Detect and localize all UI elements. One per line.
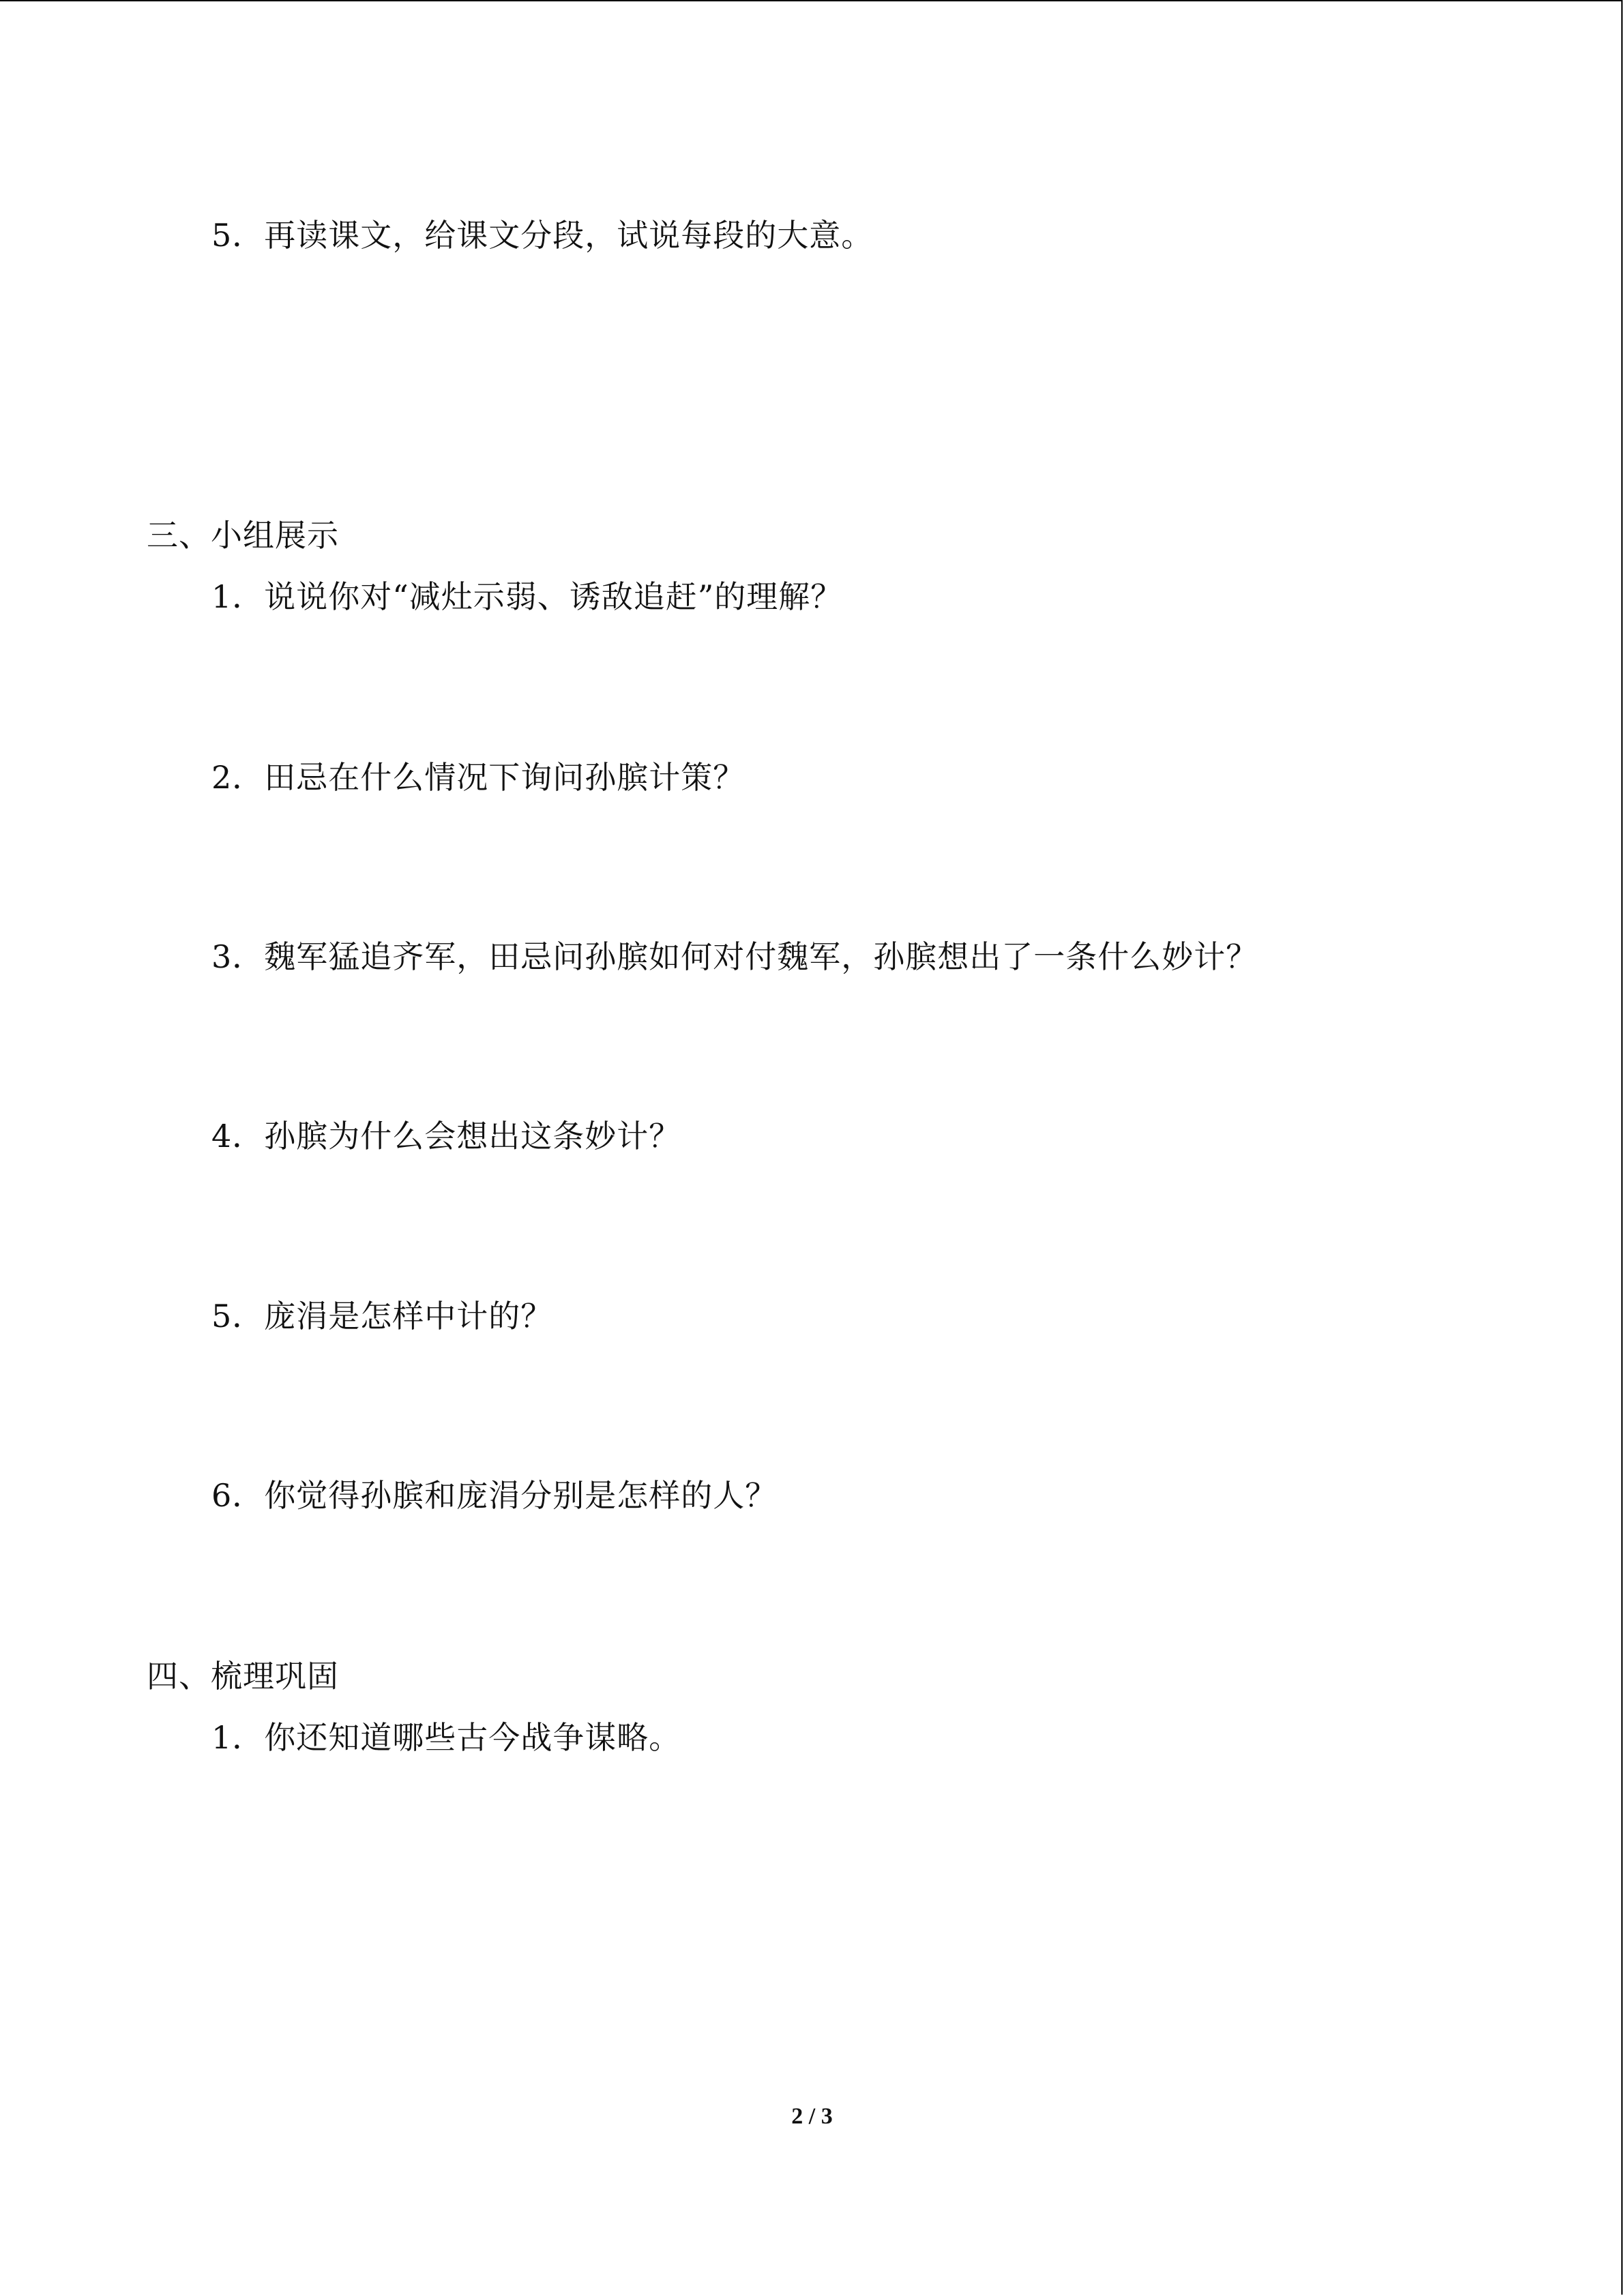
question-text: 6．你觉得孙膑和庞涓分别是怎样的人？ bbox=[211, 1477, 778, 1514]
question-text: 1．说说你对“减灶示弱、诱敌追赶”的理解？ bbox=[211, 578, 843, 615]
section-heading: 三、小组展示 bbox=[147, 517, 339, 554]
question-text: 2．田忌在什么情况下询问孙膑计策？ bbox=[211, 759, 745, 796]
section-heading: 四、梳理巩固 bbox=[147, 1658, 339, 1695]
question-text: 5．庞涓是怎样中计的？ bbox=[211, 1298, 553, 1335]
question-text: 1．你还知道哪些古今战争谋略。 bbox=[211, 1719, 681, 1756]
page-number: 2 / 3 bbox=[791, 2104, 833, 2129]
question-text: 4．孙膑为什么会想出这条妙计？ bbox=[211, 1118, 681, 1154]
question-text: 3．魏军猛追齐军，田忌问孙膑如何对付魏军，孙膑想出了一条什么妙计？ bbox=[211, 938, 1258, 975]
question-text: 5．再读课文，给课文分段，试说每段的大意。 bbox=[211, 217, 874, 254]
